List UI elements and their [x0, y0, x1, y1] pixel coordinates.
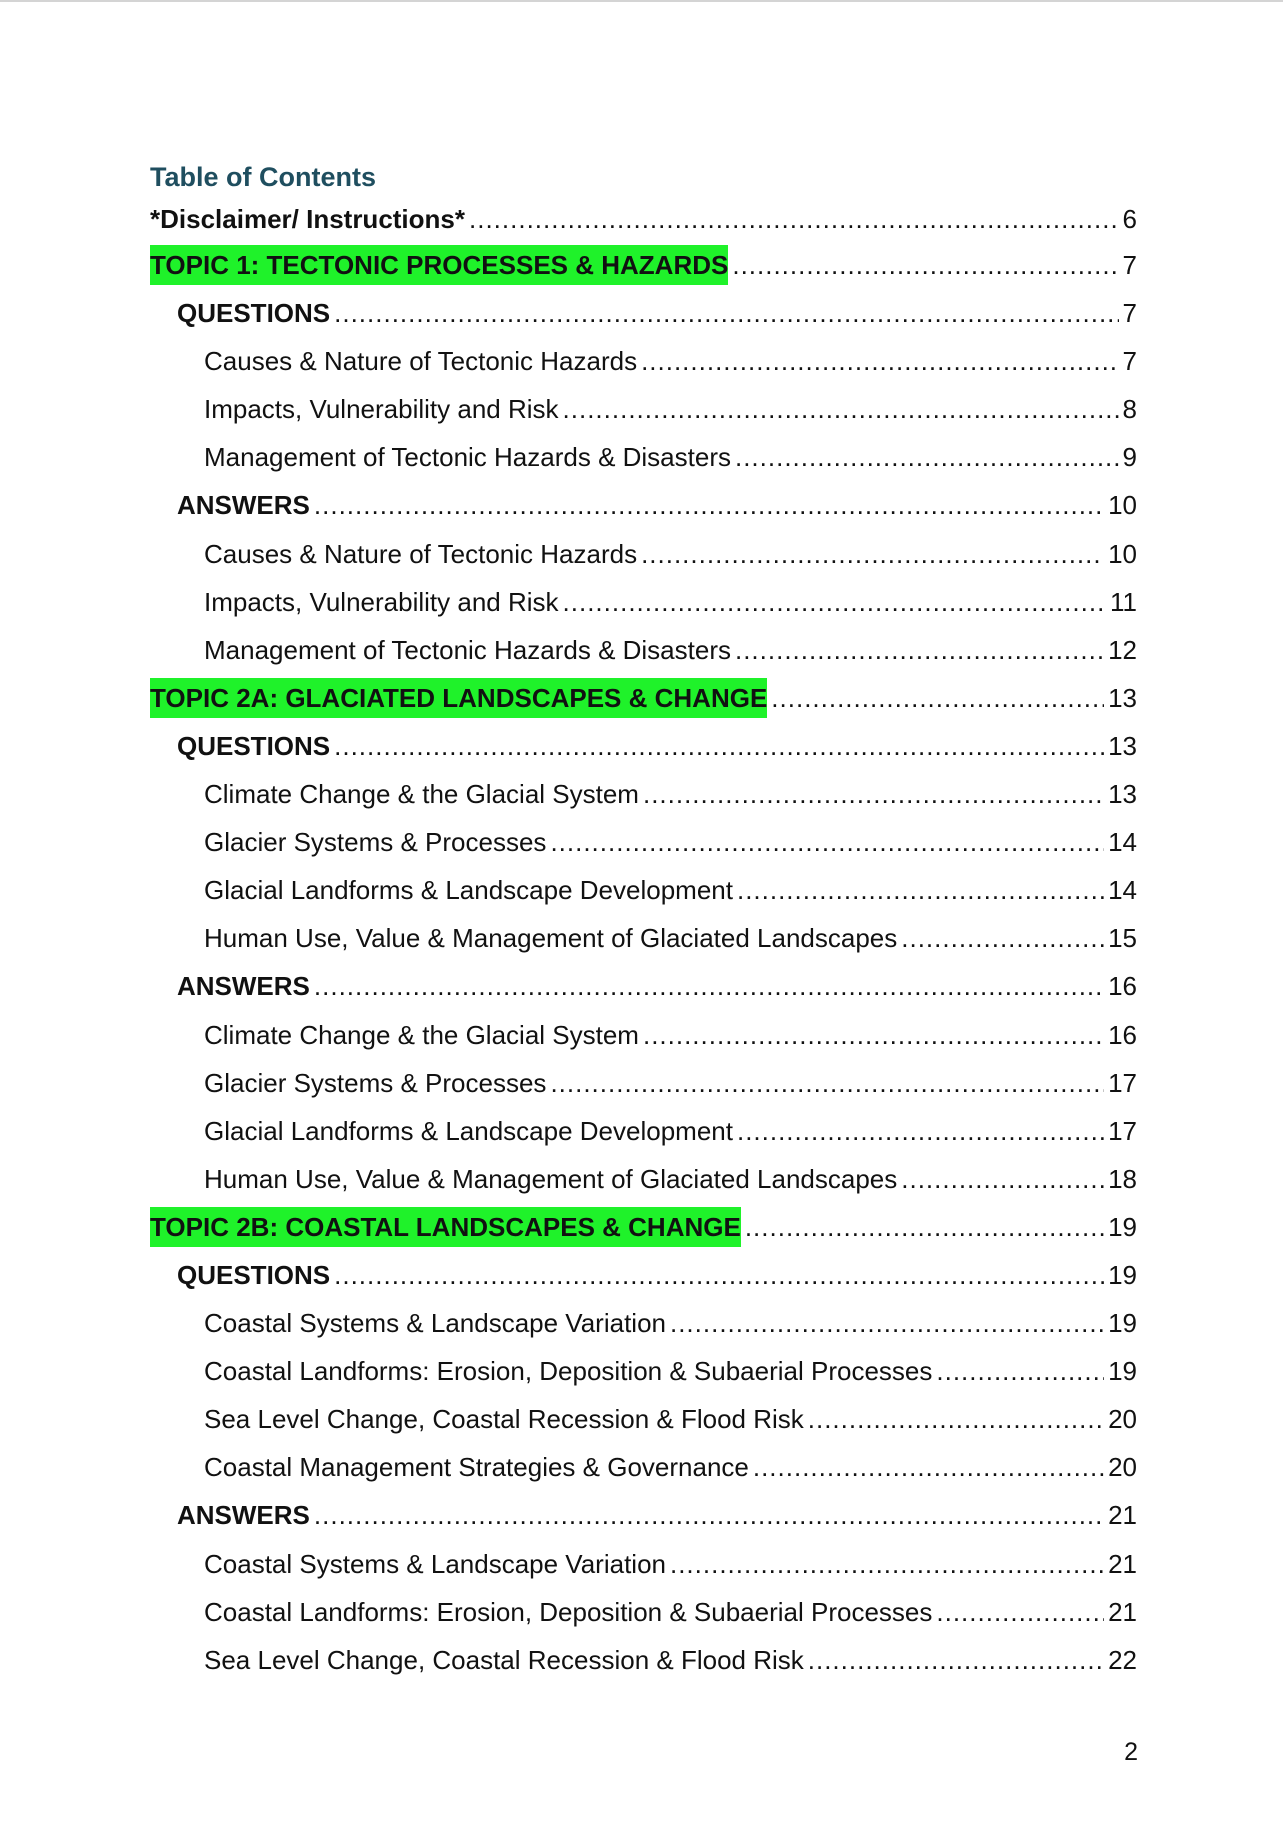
toc-entry-page-number: 14: [1108, 827, 1137, 858]
toc-entry[interactable]: [150, 341, 1137, 389]
toc-entry[interactable]: [150, 1015, 1137, 1063]
toc-entry-page-number: 13: [1108, 779, 1137, 810]
toc-entry-label: Coastal Landforms: Erosion, Deposition & Subaerial Processes: [204, 1356, 933, 1387]
dot-leader: [901, 1159, 1104, 1199]
toc-entry[interactable]: [150, 437, 1137, 485]
dot-leader: [808, 1399, 1104, 1439]
toc-entry-label: TOPIC 1: TECTONIC PROCESSES & HAZARDS: [150, 245, 728, 285]
toc-entry-label: QUESTIONS: [177, 298, 331, 329]
toc-entry[interactable]: [150, 245, 1137, 293]
toc-entry-label: TOPIC 2B: COASTAL LANDSCAPES & CHANGE: [150, 1207, 741, 1247]
toc-entry-label: *Disclaimer/ Instructions*: [150, 204, 465, 234]
toc-entry-label: Glacier Systems & Processes: [204, 1067, 547, 1098]
toc-entry-label: Impacts, Vulnerability and Risk: [204, 394, 559, 425]
page-top-border: [0, 0, 1283, 2]
toc-entry-label: Coastal Systems & Landscape Variation: [204, 1308, 666, 1339]
toc-entry-label: Human Use, Value & Management of Glaciated Landscapes: [204, 923, 898, 954]
toc-entry-page-number: 16: [1108, 1019, 1137, 1050]
toc-entry[interactable]: [150, 966, 1137, 1014]
dot-leader: [641, 341, 1118, 381]
dot-leader: [469, 199, 1119, 239]
toc-entry-label: Climate Change & the Glacial System: [204, 779, 639, 810]
toc-entry-label: Causes & Nature of Tectonic Hazards: [204, 538, 638, 569]
toc-entry-label: TOPIC 2A: GLACIATED LANDSCAPES & CHANGE: [150, 678, 767, 718]
dot-leader: [753, 1447, 1104, 1487]
dot-leader: [334, 1255, 1104, 1295]
toc-entry[interactable]: [150, 774, 1137, 822]
toc-entry[interactable]: [150, 534, 1137, 582]
toc-entry-page-number: 21: [1108, 1548, 1137, 1579]
toc-entry[interactable]: [150, 582, 1137, 630]
dot-leader: [901, 918, 1104, 958]
toc-entry[interactable]: [150, 1351, 1137, 1399]
toc-entry-page-number: 6: [1122, 204, 1137, 234]
dot-leader: [670, 1544, 1104, 1584]
dot-leader: [735, 630, 1104, 670]
toc-entry-page-number: 7: [1122, 250, 1137, 280]
toc-entry-page-number: 20: [1108, 1452, 1137, 1483]
toc-entry-label: QUESTIONS: [177, 730, 331, 761]
toc-entry-label: Sea Level Change, Coastal Recession & Flood Risk: [204, 1404, 804, 1435]
toc-entry[interactable]: [150, 485, 1137, 533]
toc-entry-label: Climate Change & the Glacial System: [204, 1019, 639, 1050]
toc-entry-page-number: 11: [1110, 586, 1137, 617]
dot-leader: [735, 437, 1119, 477]
toc-entry[interactable]: [150, 1255, 1137, 1303]
toc-entry[interactable]: [150, 293, 1137, 341]
toc-entry[interactable]: [150, 1399, 1137, 1447]
toc-entry-page-number: 19: [1108, 1211, 1137, 1242]
dot-leader: [732, 245, 1118, 285]
toc-entry-label: Management of Tectonic Hazards & Disasters: [204, 442, 731, 473]
toc-entry-label: QUESTIONS: [177, 1259, 331, 1290]
toc-entry-label: Glacial Landforms & Landscape Development: [204, 875, 733, 906]
toc-entry-label: Human Use, Value & Management of Glaciated Landscapes: [204, 1163, 898, 1194]
toc-entry-label: Causes & Nature of Tectonic Hazards: [204, 346, 638, 377]
toc-entry-label: Glacial Landforms & Landscape Development: [204, 1115, 733, 1146]
toc-entry[interactable]: [150, 1544, 1137, 1592]
dot-leader: [745, 1207, 1104, 1247]
toc-entry-label: Management of Tectonic Hazards & Disasters: [204, 634, 731, 665]
toc-entry-page-number: 16: [1108, 971, 1137, 1002]
dot-leader: [641, 534, 1104, 574]
toc-entry-page-number: 10: [1108, 490, 1137, 521]
toc-entry-page-number: 19: [1108, 1356, 1137, 1387]
dot-leader: [643, 1015, 1104, 1055]
toc-entry[interactable]: [150, 678, 1137, 726]
dot-leader: [550, 822, 1104, 862]
toc-entry-label: Coastal Systems & Landscape Variation: [204, 1548, 666, 1579]
toc-entry[interactable]: [150, 1495, 1137, 1543]
toc-entry-label: Sea Level Change, Coastal Recession & Flood Risk: [204, 1644, 804, 1675]
dot-leader: [670, 1303, 1104, 1343]
toc-entry-page-number: 21: [1108, 1596, 1137, 1627]
toc-entry-page-number: 9: [1122, 442, 1137, 473]
toc-entry-label: Coastal Management Strategies & Governance: [204, 1452, 749, 1483]
toc-entry[interactable]: [150, 1592, 1137, 1640]
toc-entry-page-number: 17: [1108, 1115, 1137, 1146]
dot-leader: [550, 1063, 1104, 1103]
toc-entry-label: Impacts, Vulnerability and Risk: [204, 586, 559, 617]
toc-entry-page-number: 7: [1122, 346, 1137, 377]
toc-entry[interactable]: [150, 1063, 1137, 1111]
toc-entry[interactable]: [150, 918, 1137, 966]
toc-entry-label: ANSWERS: [177, 971, 310, 1002]
toc-entry-page-number: 22: [1108, 1644, 1137, 1675]
toc-entry-page-number: 17: [1108, 1067, 1137, 1098]
page-number: 2: [1124, 1738, 1138, 1766]
dot-leader: [563, 389, 1119, 429]
dot-leader: [563, 582, 1106, 622]
toc-entry-page-number: 15: [1108, 923, 1137, 954]
toc-entry-page-number: 13: [1108, 730, 1137, 761]
toc-entry[interactable]: [150, 1111, 1137, 1159]
toc-entry[interactable]: [150, 1159, 1137, 1207]
toc-entry[interactable]: [150, 630, 1137, 678]
toc-title: Table of Contents: [150, 162, 376, 192]
dot-leader: [334, 293, 1118, 333]
toc-entry-page-number: 13: [1108, 682, 1137, 713]
toc-entry-list: [150, 199, 1137, 1688]
toc-entry-page-number: 19: [1108, 1259, 1137, 1290]
dot-leader: [643, 774, 1104, 814]
toc-entry-label: Coastal Landforms: Erosion, Deposition & Subaerial Processes: [204, 1596, 933, 1627]
toc-entry-page-number: 20: [1108, 1404, 1137, 1435]
toc-entry-page-number: 12: [1108, 634, 1137, 665]
toc-entry[interactable]: [150, 1640, 1137, 1688]
toc-entry-page-number: 8: [1122, 394, 1137, 425]
dot-leader: [936, 1351, 1104, 1391]
toc-entry[interactable]: [150, 726, 1137, 774]
dot-leader: [737, 1111, 1104, 1151]
dot-leader: [936, 1592, 1104, 1632]
toc-entry-page-number: 18: [1108, 1163, 1137, 1194]
dot-leader: [808, 1640, 1104, 1680]
toc-entry[interactable]: [150, 1447, 1137, 1495]
toc-entry-label: ANSWERS: [177, 490, 310, 521]
table-of-contents: [150, 155, 1137, 1688]
dot-leader: [314, 1495, 1104, 1535]
toc-entry[interactable]: [150, 1303, 1137, 1351]
toc-entry-page-number: 19: [1108, 1308, 1137, 1339]
toc-entry[interactable]: [150, 870, 1137, 918]
toc-entry[interactable]: [150, 389, 1137, 437]
dot-leader: [737, 870, 1104, 910]
toc-entry[interactable]: [150, 199, 1137, 245]
toc-entry-page-number: 10: [1108, 538, 1137, 569]
toc-entry[interactable]: [150, 822, 1137, 870]
toc-entry-page-number: 21: [1108, 1500, 1137, 1531]
toc-entry[interactable]: [150, 1207, 1137, 1255]
toc-entry-label: Glacier Systems & Processes: [204, 827, 547, 858]
dot-leader: [314, 485, 1104, 525]
dot-leader: [771, 678, 1104, 718]
dot-leader: [334, 726, 1104, 766]
toc-entry-page-number: 7: [1122, 298, 1137, 329]
toc-entry-label: ANSWERS: [177, 1500, 310, 1531]
toc-entry-page-number: 14: [1108, 875, 1137, 906]
dot-leader: [314, 966, 1104, 1006]
